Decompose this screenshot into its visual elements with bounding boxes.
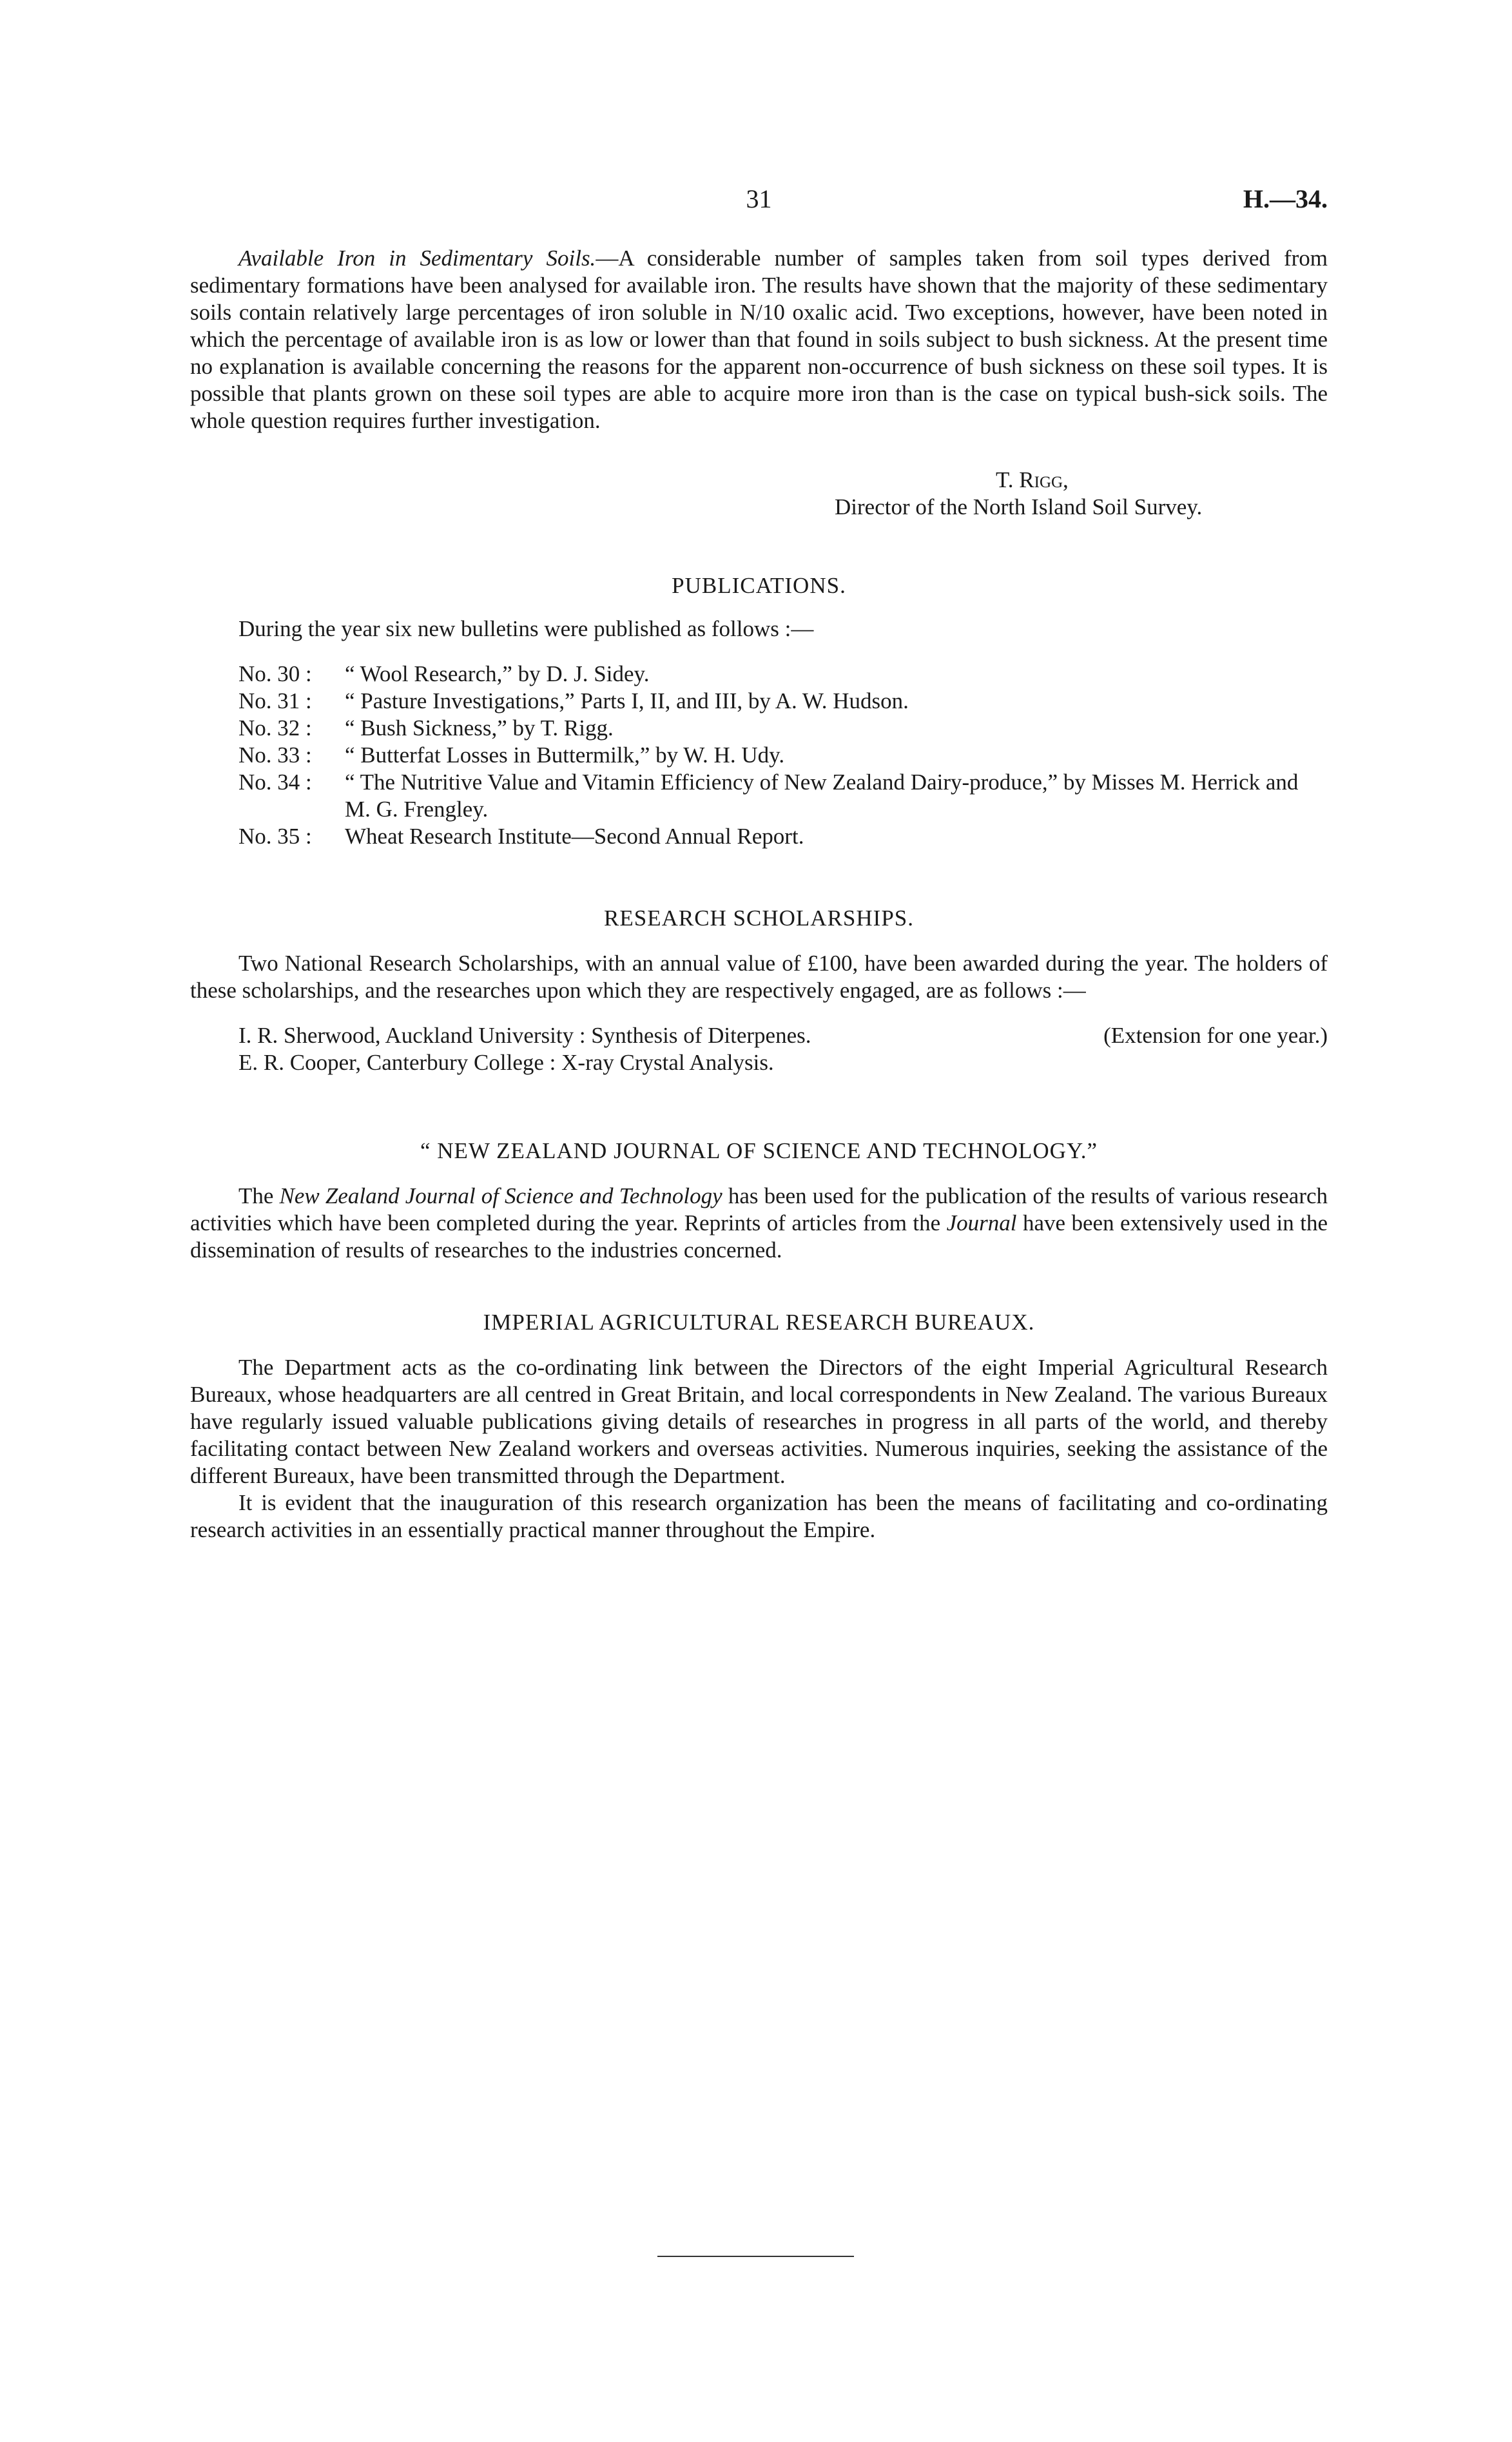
journal-title: New Zealand Journal of Science and Technology [279,1183,722,1208]
journal-heading: “ NEW ZEALAND JOURNAL OF SCIENCE AND TECHNOLOGY.” [420,1138,1098,1163]
holder-note: (Extension for one year.) [1103,1023,1328,1048]
publication-item [190,715,1328,742]
scholarships-heading: RESEARCH SCHOLARSHIPS. [604,906,914,931]
document-code: H.—34. [1243,184,1328,213]
journal-text-2: has been used for the publication of the results of various research activities which have been completed during the year. Reprints of articles from the [190,1183,1328,1236]
publication-number: No. 35 : [238,824,312,849]
scholarship-holder [190,1022,1328,1049]
holder-text: E. R. Cooper, Canterbury College : X-ray Crystal Analysis. [238,1050,774,1075]
scholarship-holders [190,1022,1328,1076]
publication-title: “ Butterfat Losses in Buttermilk,” by W. H. Udy. [345,742,785,768]
closing-rule [657,2256,854,2257]
publication-title: “ The Nutritive Value and Vitamin Efficiency of New Zealand Dairy-produce,” by Misses M. Herrick and M. G. Frengley. [345,770,1299,822]
iron-text: —A considerable number of samples taken from soil types derived from sedimentary formations have been analysed for available iron. The results have shown that the majority of these sedimentary soils contain relatively large percentages of iron soluble in N/10 oxalic acid. Two exceptions, however, have been noted in which the percentage of available iron is as low or lower than that found in soils subject to bush sickness. At the present time no explanation is available concerning the reasons for the apparent non-occurrence of bush sickness on these soil types. It is possible that plants grown on these soil types are able to acquire more iron than is the case on typical bush-sick soils. The whole question requires further investigation. [190,246,1328,433]
publications-list [190,661,1328,850]
publication-title: “ Bush Sickness,” by T. Rigg. [345,715,614,741]
journal-paragraph [190,1183,1328,1264]
publication-number: No. 34 : [238,770,312,795]
signature-title: Director of the North Island Soil Survey. [835,494,1203,519]
bureaux-paragraph-1: The Department acts as the co-ordinating link between the Directors of the eight Imperial Agricultural Research Bureaux, whose headquarters are all centred in Great Britain, and local correspondents in New Zealand. The various Bureaux have regularly issued valuable publications giving details of researches in progress in all parts of the world, and thereby facilitating contact between New Zealand workers and overseas activities. Numerous inquiries, seeking the assistance of the different Bureaux, have been transmitted through the Department. [190,1355,1328,1488]
publication-number: No. 30 : [238,661,312,686]
publication-item [190,823,1328,850]
page-content [190,245,1328,1544]
scholarships-paragraph: Two National Research Scholarships, with an annual value of £100, have been awarded during the year. The holders of these scholarships, and the researches upon which they are respectively engaged, are as follows :— [190,951,1328,1003]
scholarship-holder [190,1049,1328,1076]
publication-item [190,661,1328,688]
publication-number: No. 32 : [238,715,312,741]
publication-title: “ Wool Research,” by D. J. Sidey. [345,661,650,686]
iron-paragraph [190,245,1328,434]
publications-heading: PUBLICATIONS. [672,573,846,598]
publication-number: No. 33 : [238,742,312,768]
holder-text: I. R. Sherwood, Auckland University : Synthesis of Diterpenes. [238,1023,811,1048]
page-header [190,184,1328,222]
publication-item [190,742,1328,769]
page-number: 31 [746,184,772,213]
publication-number: No. 31 : [238,688,312,713]
journal-short-title: Journal [946,1210,1017,1236]
bureaux-paragraph-2: It is evident that the inauguration of this research organization has been the means of facilitating and co-ordinating research activities in an essentially practical manner throughout the Empire. [190,1490,1328,1542]
publication-item [190,688,1328,715]
signature-name: T. Rigg, [996,467,1069,492]
iron-heading: Available Iron in Sedimentary Soils. [238,246,596,271]
publications-intro: During the year six new bulletins were published as follows :— [238,616,814,641]
publication-title: “ Pasture Investigations,” Parts I, II, and III, by A. W. Hudson. [345,688,909,713]
journal-text-1: The [238,1183,280,1208]
publication-item [190,769,1328,823]
bureaux-heading: IMPERIAL AGRICULTURAL RESEARCH BUREAUX. [483,1310,1035,1335]
signature-block [835,467,1328,521]
journal-text-3: have been extensively used in the dissemination of results of researches to the industries concerned. [190,1210,1328,1263]
publication-title: Wheat Research Institute—Second Annual Report. [345,824,804,849]
